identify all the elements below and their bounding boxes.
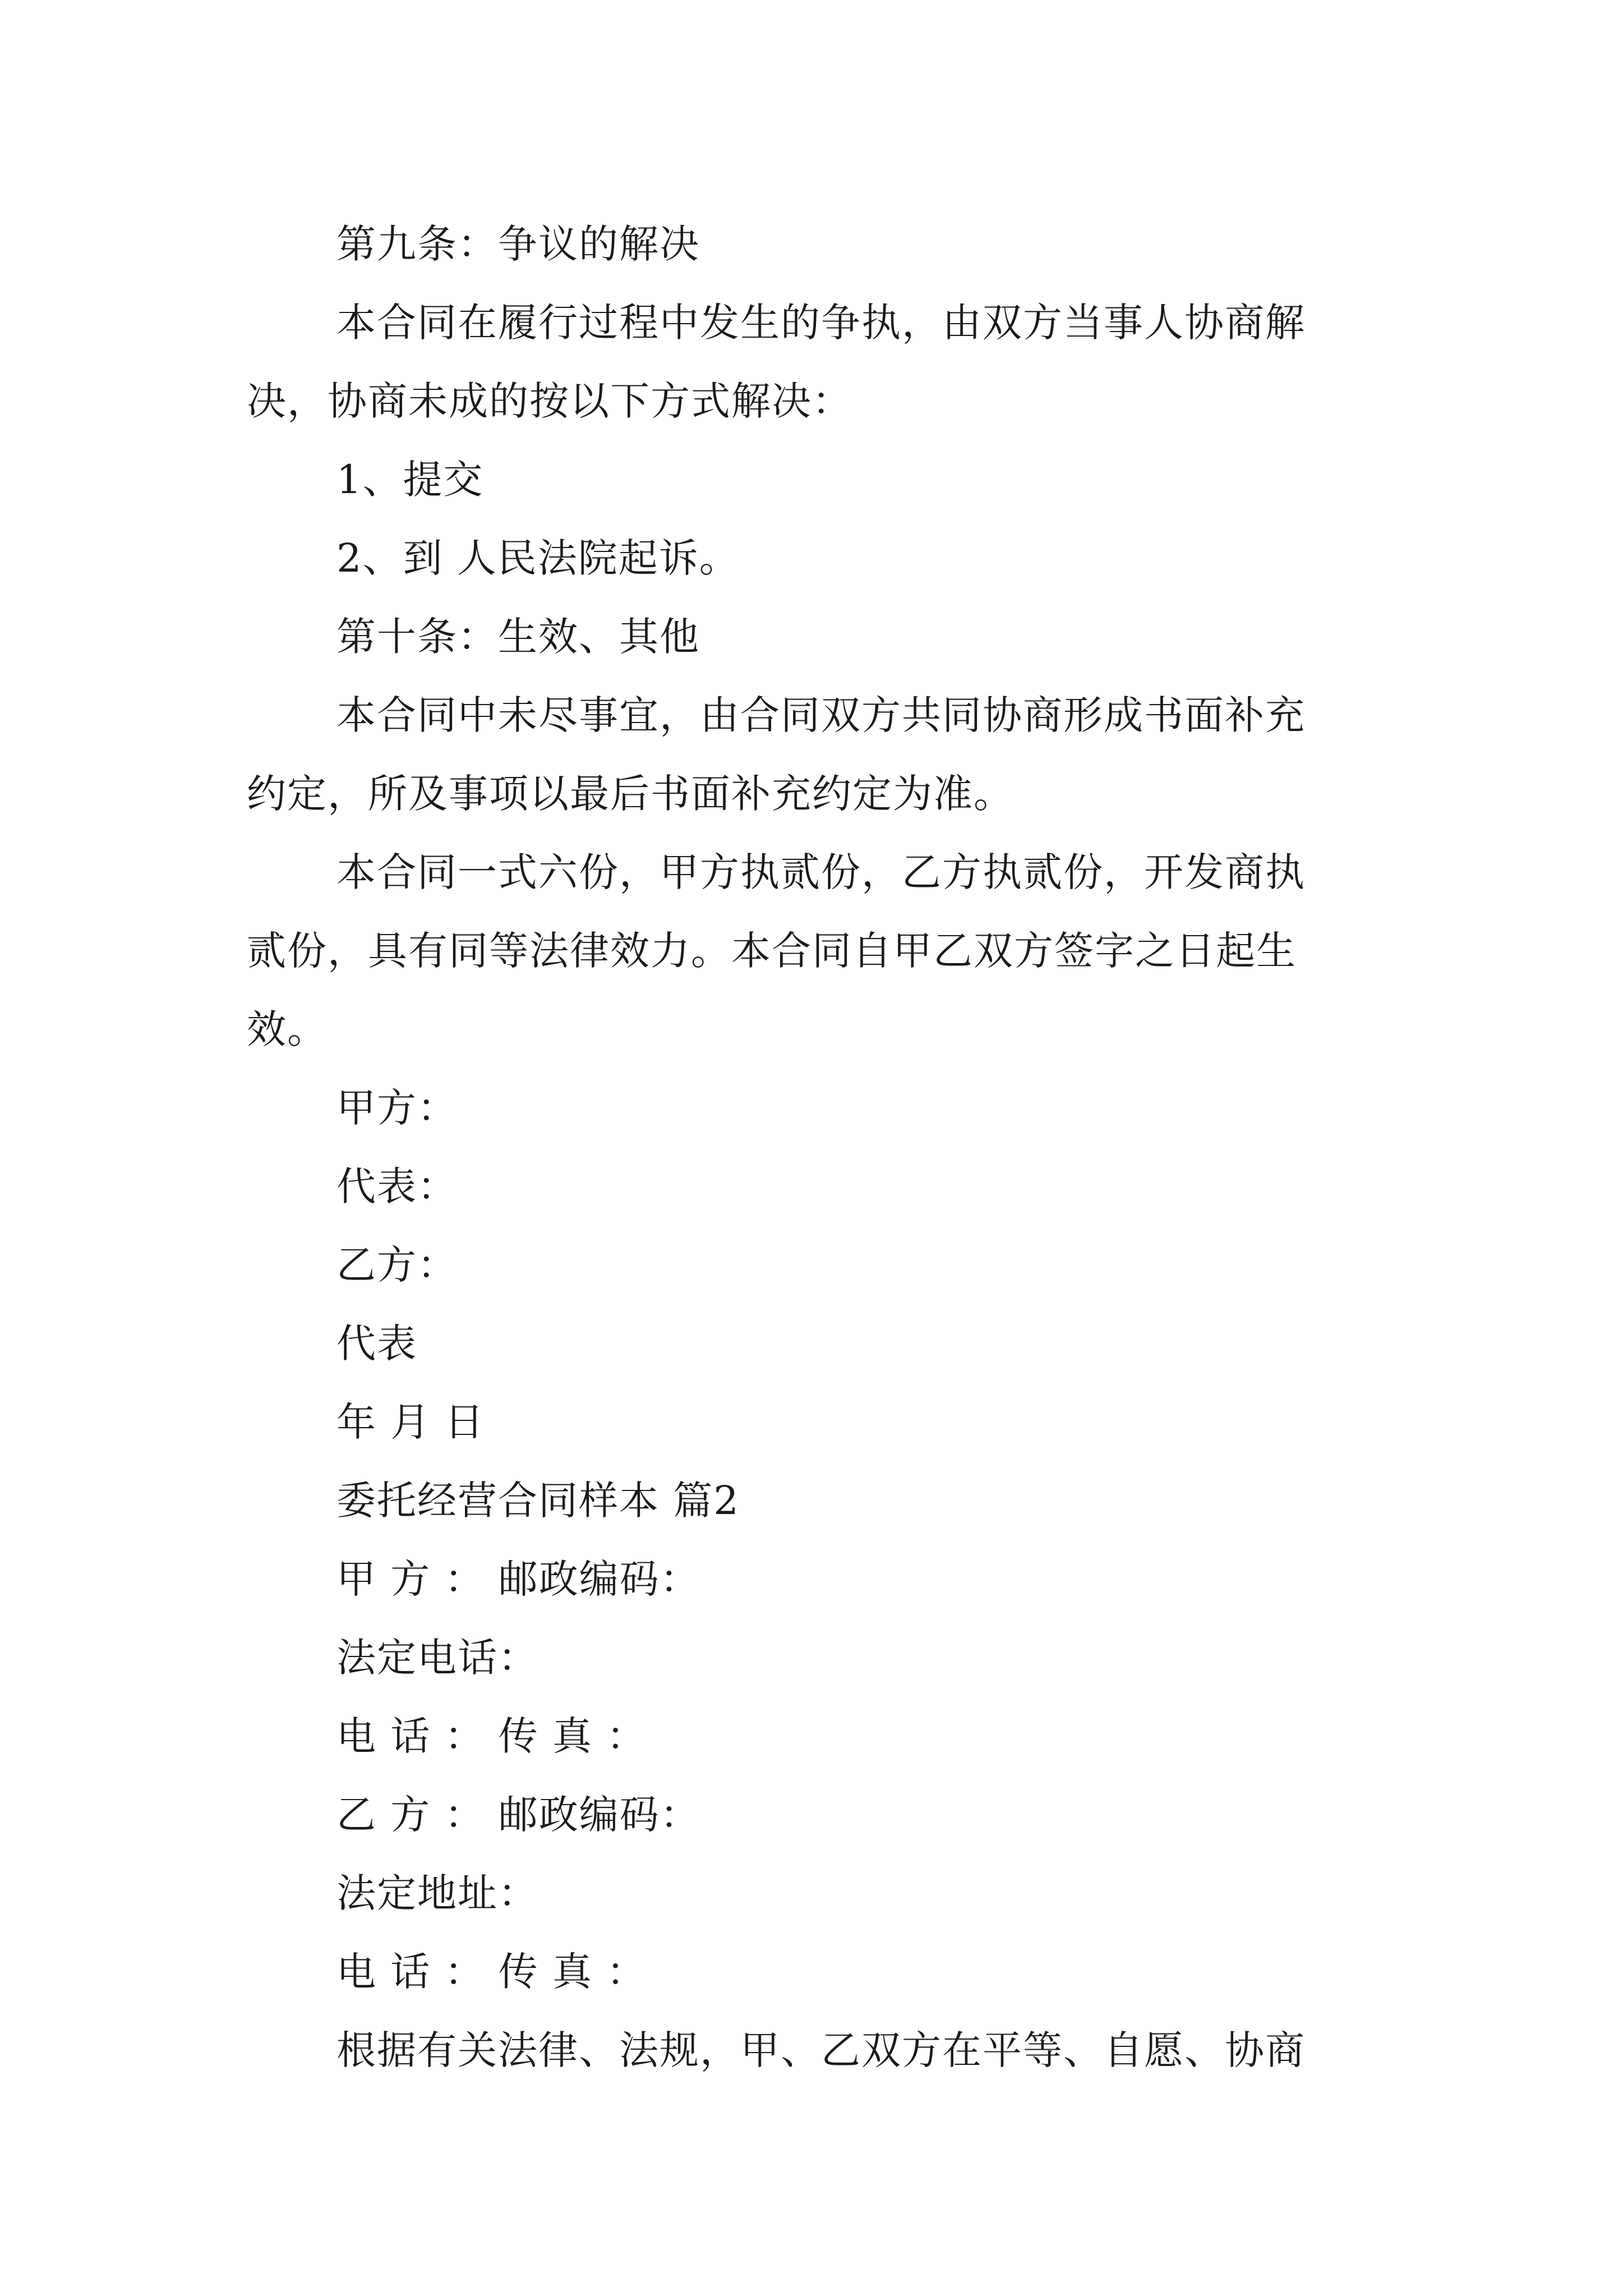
clause-10-paragraph-2-line-3: 效。 bbox=[247, 1006, 328, 1052]
clause-9-option-2: 2、到 人民法院起诉。 bbox=[336, 535, 740, 581]
party-b-postcode-line: 乙 方 ： 邮政编码： bbox=[336, 1792, 700, 1838]
clause-10-paragraph-1-line-2: 约定，所及事项以最后书面补充约定为准。 bbox=[247, 771, 1014, 817]
clause-10-heading: 第十条：生效、其他 bbox=[336, 614, 700, 660]
party-a-postcode-line: 甲 方 ： 邮政编码： bbox=[336, 1556, 700, 1602]
clause-9-paragraph-line-1: 本合同在履行过程中发生的争执，由双方当事人协商解 bbox=[336, 300, 1306, 346]
phone-fax-line-1: 电 话 ： 传 真 ： bbox=[336, 1713, 647, 1759]
clause-9-option-1: 1、提交 bbox=[336, 457, 484, 503]
party-a-signature-label: 甲方： bbox=[336, 1085, 458, 1131]
clause-9-paragraph-line-2: 决，协商未成的按以下方式解决： bbox=[247, 378, 852, 424]
legal-address-line: 法定地址： bbox=[336, 1870, 538, 1916]
clause-10-paragraph-2-line-2: 贰份，具有同等法律效力。本合同自甲乙双方签字之日起生 bbox=[247, 928, 1297, 974]
clause-10-paragraph-1-line-1: 本合同中未尽事宜，由合同双方共同协商形成书面补充 bbox=[336, 692, 1306, 738]
party-b-signature-label: 乙方： bbox=[336, 1242, 458, 1288]
clause-9-heading: 第九条：争议的解决 bbox=[336, 221, 700, 267]
date-line: 年 月 日 bbox=[336, 1399, 485, 1445]
party-b-representative-label: 代表 bbox=[336, 1320, 417, 1366]
clause-10-paragraph-2-line-1: 本合同一式六份，甲方执贰份，乙方执贰份，开发商执 bbox=[336, 849, 1306, 895]
phone-fax-line-2: 电 话 ： 传 真 ： bbox=[336, 1949, 647, 1995]
section-title-part-2: 委托经营合同样本 篇2 bbox=[336, 1478, 740, 1524]
legal-phone-line: 法定电话： bbox=[336, 1635, 538, 1681]
party-a-representative-label: 代表： bbox=[336, 1163, 458, 1209]
preamble-line: 根据有关法律、法规，甲、乙双方在平等、自愿、协商 bbox=[336, 2027, 1306, 2073]
